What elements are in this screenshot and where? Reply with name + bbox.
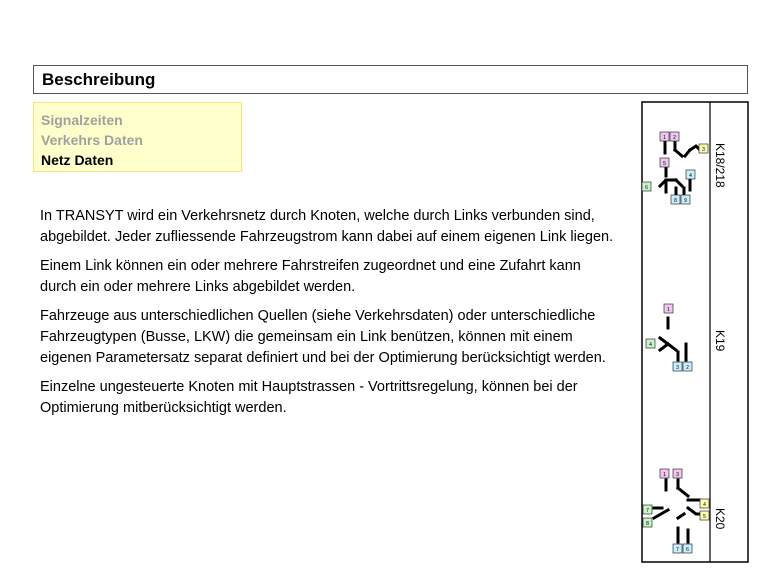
svg-text:1: 1 (663, 135, 666, 141)
section-nav (33, 102, 242, 172)
nav-item-verkehrs-daten[interactable]: Verkehrs Daten (41, 132, 143, 148)
nav-item-netz-daten[interactable]: Netz Daten (41, 152, 114, 168)
svg-text:6: 6 (645, 185, 648, 191)
svg-text:4: 4 (703, 502, 706, 508)
svg-text:3: 3 (702, 147, 705, 153)
svg-text:7: 7 (646, 508, 649, 514)
svg-text:3: 3 (676, 365, 679, 371)
description-text (40, 206, 615, 427)
nav-item-signalzeiten[interactable]: Signalzeiten (41, 112, 123, 128)
svg-text:7: 7 (676, 547, 679, 553)
node-label-k19: K19 (713, 330, 727, 352)
paragraph-1: In TRANSYT wird ein Verkehrsnetz durch Knoten, welche durch Links verbunden sind, abgebildet. Jeder zufliessende Fahrzeugstrom kann dabei auf einem eigenen Link liegen. (40, 208, 614, 245)
svg-text:2: 2 (673, 135, 676, 141)
paragraph-4: Einzelne ungesteuerte Knoten mit Hauptstrassen - Vortrittsregelung, können bei der Optimierung mitberücksichtigt werden. (40, 379, 578, 416)
page-title (33, 65, 748, 94)
network-diagram (638, 98, 750, 566)
svg-text:4: 4 (689, 173, 692, 179)
svg-text:1: 1 (663, 472, 666, 478)
svg-text:9: 9 (684, 198, 687, 204)
svg-text:8: 8 (674, 198, 677, 204)
svg-text:5: 5 (703, 514, 706, 520)
svg-text:1: 1 (667, 307, 670, 313)
node-label-k20: K20 (713, 508, 727, 530)
svg-text:8: 8 (646, 521, 649, 527)
node-label-k18: K18/218 (713, 143, 727, 188)
paragraph-2: Einem Link können ein oder mehrere Fahrstreifen zugeordnet und eine Zufahrt kann durch ein oder mehrere Links abgebildet werden. (40, 258, 581, 295)
paragraph-3: Fahrzeuge aus unterschiedlichen Quellen (siehe Verkehrsdaten) oder unterschiedliche Fahrzeugtypen (Busse, LKW) die gemeinsam ein Link benützen, können mit einem eigenen Parametersatz separat definiert und bei der Optimierung berücksichtigt werden. (40, 308, 606, 366)
svg-text:5: 5 (663, 161, 666, 167)
svg-text:2: 2 (686, 365, 689, 371)
svg-text:4: 4 (649, 342, 652, 348)
svg-text:3: 3 (676, 472, 679, 478)
svg-text:6: 6 (686, 547, 689, 553)
page-title-text: Beschreibung (42, 69, 156, 89)
